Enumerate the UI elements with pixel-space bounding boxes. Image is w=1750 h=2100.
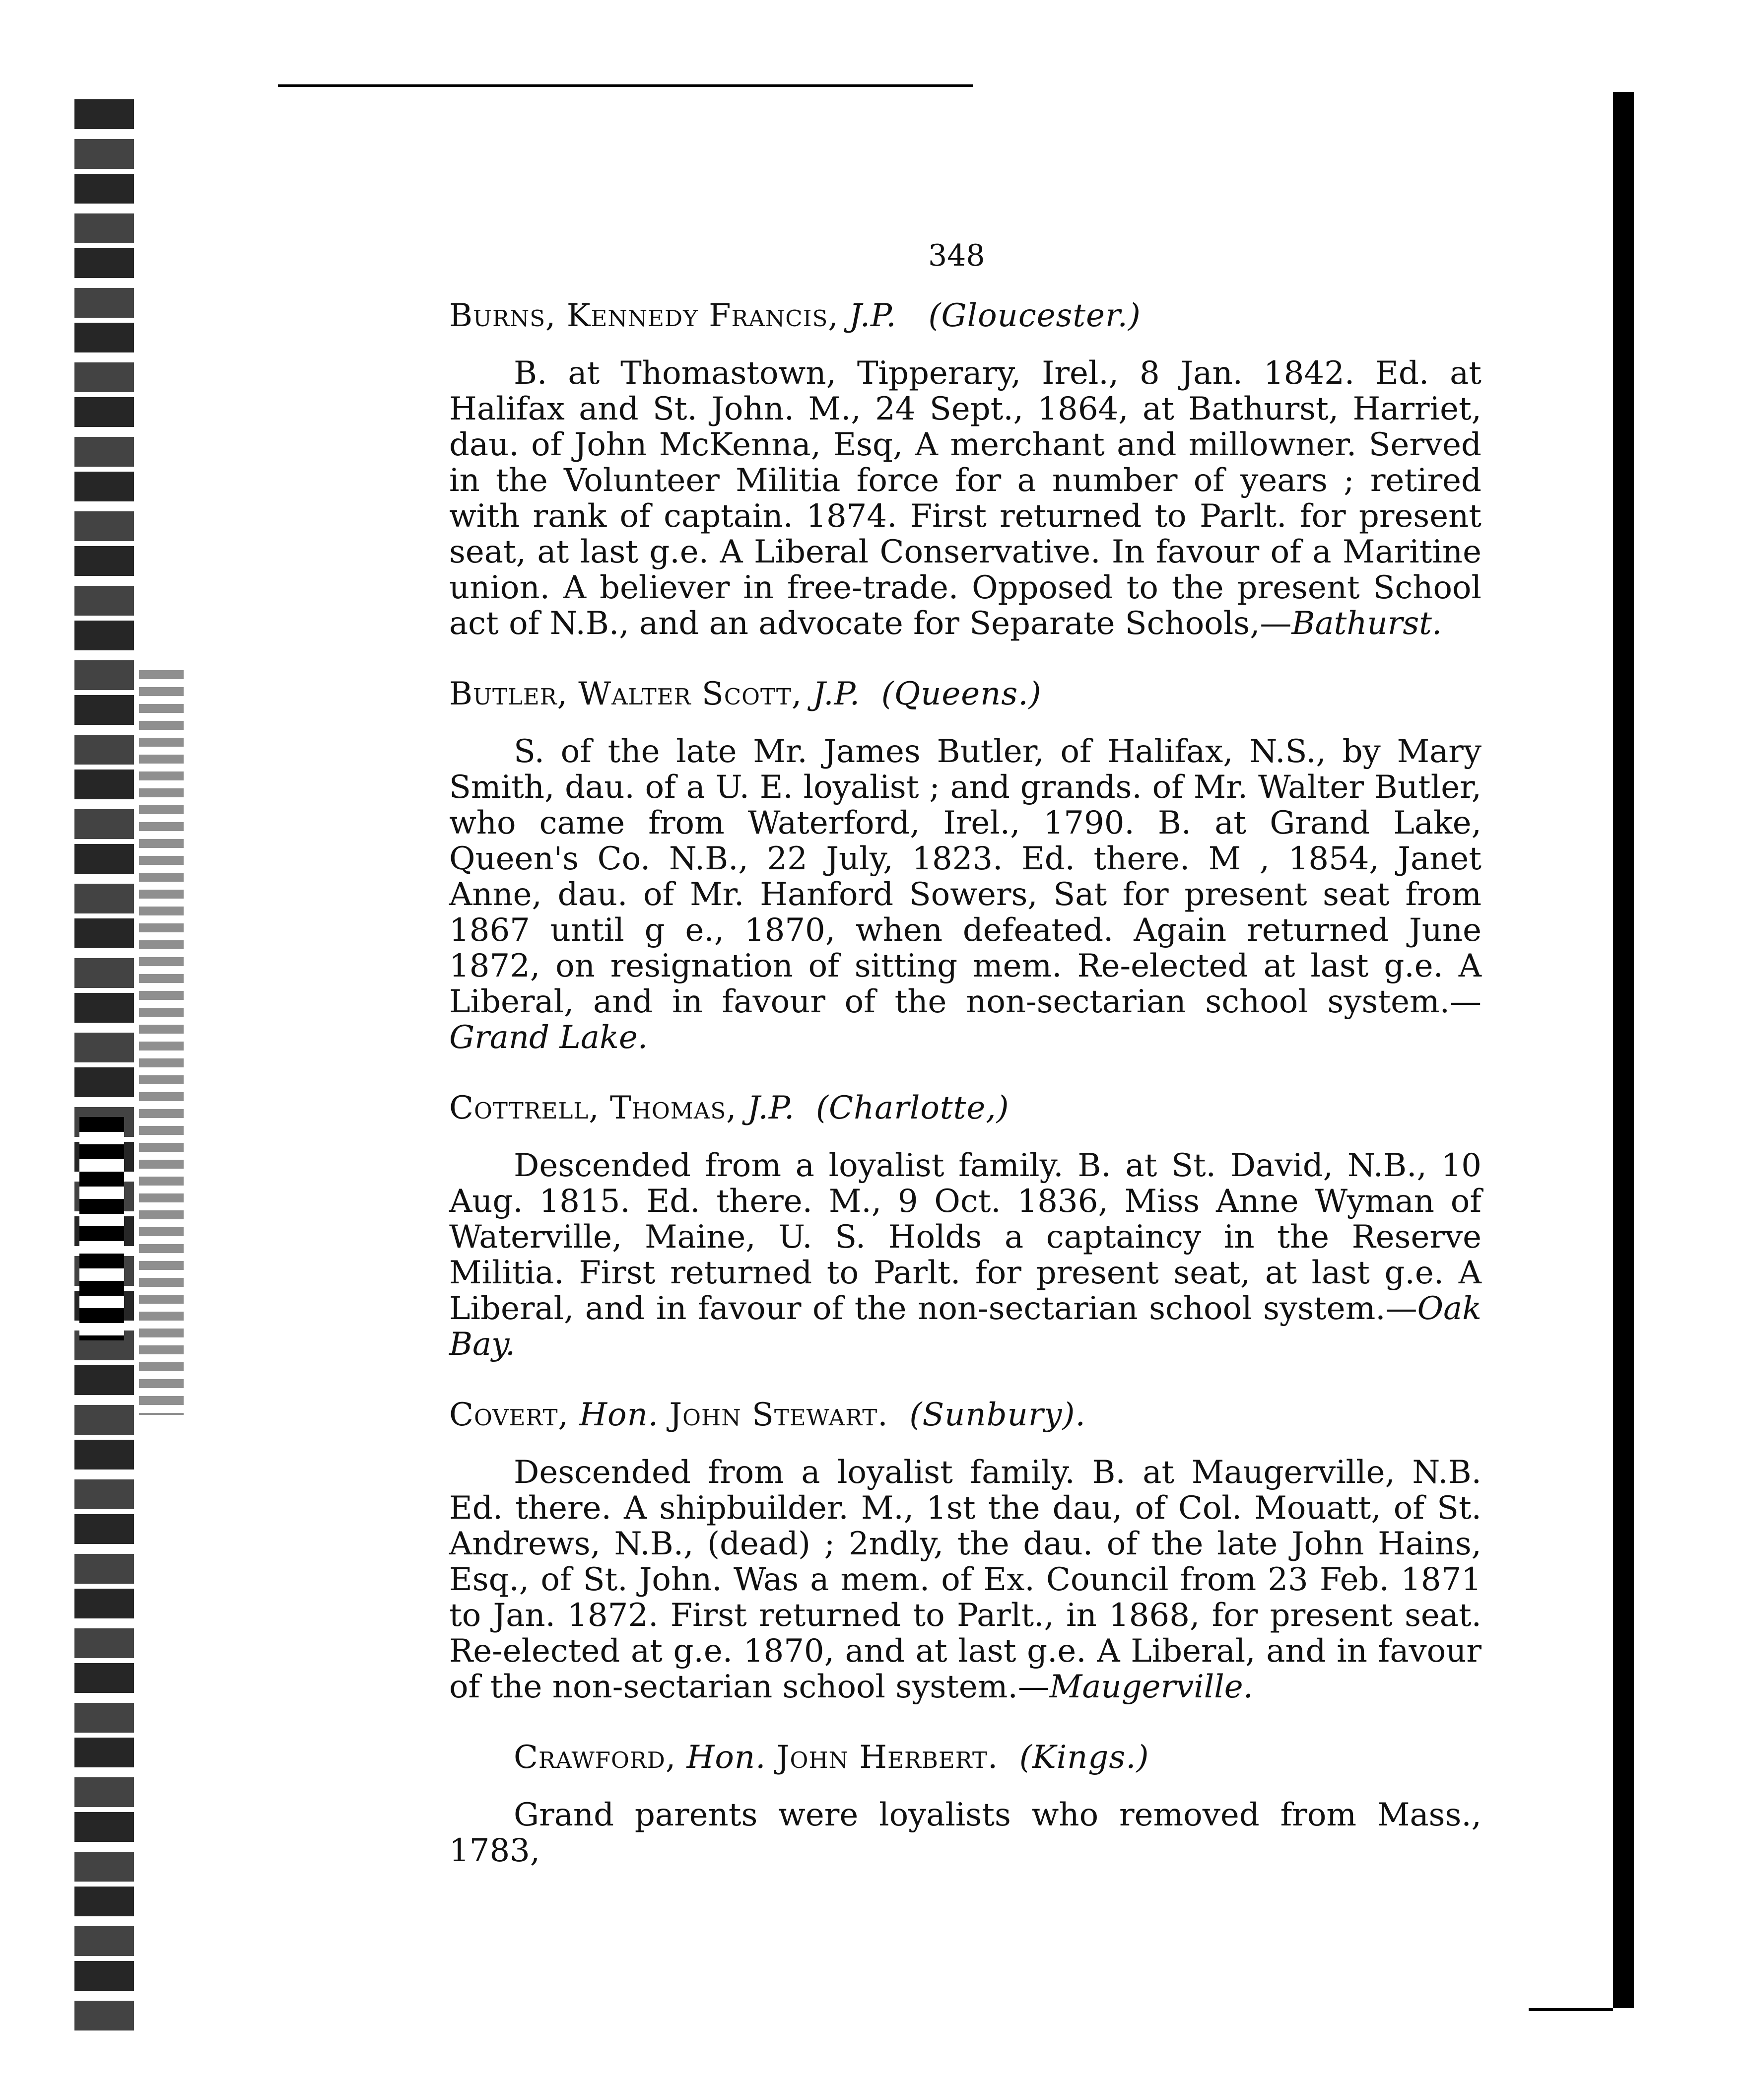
entry-given-names: John Stewart. [669,1397,888,1433]
entry-text [449,1148,1481,1362]
scan-right-edge [1613,92,1634,2008]
entry-text [449,1797,1481,1869]
entry-given-names: Thomas, [609,1090,737,1126]
entry-given-names: Walter Scott, [578,676,803,712]
entry-residence: Oak Bay. [449,1290,1481,1363]
entry-given-names: Kennedy Francis, [566,297,839,334]
entry-title: J.P. [849,297,897,334]
entry-body: Grand parents were loyalists who removed from Mass., 1783, [449,1797,1481,1869]
entry-surname: Covert, [449,1397,569,1433]
scan-left-ticks [79,1117,124,1340]
entry-county: (Gloucester.) [928,297,1141,334]
entry-surname: Burns, [449,297,556,334]
entry-given-names: John Herbert. [776,1739,999,1776]
scan-top-rule [278,84,973,87]
scan-bottom-stroke [1529,2008,1613,2011]
entry-county: (Sunbury). [909,1397,1086,1433]
entry-heading [449,1090,1481,1126]
entry-heading [449,676,1481,712]
entry-surname: Butler, [449,676,568,712]
entry-county: (Kings.) [1019,1739,1149,1776]
page-number: 348 [928,238,985,273]
entry-residence: Bathurst. [1291,605,1442,642]
entry-body: B. at Thomastown, Tipperary, Irel., 8 Jan. 1842. Ed. at Halifax and St. John. M., 24 Sept., 1864, at Bathurst, Harriet, dau. of John McKenna, Esq, A merchant and millowner. Served in the Volunteer Militia force for a number of years ; retired with rank of captain. 1874. First returned to Parlt. for present seat, at last g.e. A Liberal Conservative. In favour of a Maritine union. A believer in free-trade. Opposed to the present School act of N.B., and an advocate for Separate Schools,— [449,355,1481,642]
entry-heading [449,1740,1481,1775]
entry-heading [449,298,1481,334]
entry-body: S. of the late Mr. James Butler, of Halifax, N.S., by Mary Smith, dau. of a U. E. loyalist ; and grands. of Mr. Walter Butler, who came from Waterford, Irel., 1790. B. at Grand Lake, Queen's Co. N.B., 22 July, 1823. Ed. there. M , 1854, Janet Anne, dau. of Mr. Hanford Sowers, Sat for present seat from 1867 until g e., 1870, when defeated. Again returned June 1872, on resignation of sitting mem. Re-elected at last g.e. A Liberal, and in favour of the non-sectarian school system.— [449,733,1481,1020]
entry-title: J.P. [747,1090,795,1126]
scan-left-edge [74,99,134,2035]
entry-county: (Queens.) [881,676,1042,712]
entry-title: J.P. [812,676,861,712]
entry-title: Hon. [579,1397,659,1433]
entry-text [449,355,1481,641]
entry-residence: Grand Lake. [449,1019,648,1056]
scan-left-bleed [139,670,184,1415]
entry-surname: Crawford, [514,1739,676,1776]
entry-heading [449,1397,1481,1433]
entry-residence: Maugerville. [1049,1669,1253,1705]
entry-body: Descended from a loyalist family. B. at Maugerville, N.B. Ed. there. A shipbuilder. M., 1st the dau, of Col. Mouatt, of St. Andrews, N.B., (dead) ; 2ndly, the dau. of the late John Hains, Esq., of St. John. Was a mem. of Ex. Council from 23 Feb. 1871 to Jan. 1872. First returned to Parlt., in 1868, for present seat. Re-elected at g.e. 1870, and at last g.e. A Liberal, and in favour of the non-sectarian school system.— [449,1454,1481,1705]
entry-text [449,734,1481,1055]
page-content [449,298,1481,1869]
entry-county: (Charlotte,) [816,1090,1010,1126]
entry-title: Hon. [686,1739,766,1776]
entry-text [449,1455,1481,1705]
entry-surname: Cottrell, [449,1090,600,1126]
entry-body: Descended from a loyalist family. B. at St. David, N.B., 10 Aug. 1815. Ed. there. M., 9 Oct. 1836, Miss Anne Wyman of Waterville, Maine, U. S. Holds a captaincy in the Reserve Militia. First returned to Parlt. for present seat, at last g.e. A Liberal, and in favour of the non-sectarian school system.— [449,1147,1481,1327]
